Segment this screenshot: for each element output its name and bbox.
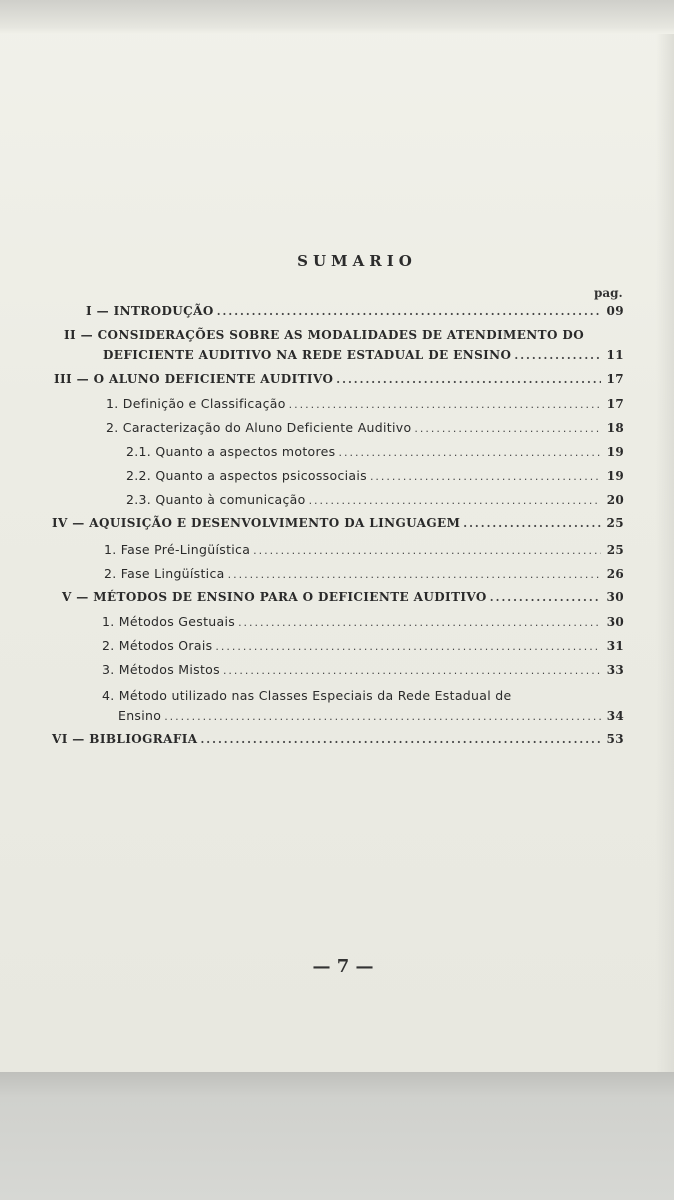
toc-entry-text: 1. Fase Pré-Lingüística	[104, 542, 251, 557]
toc-page-number: 25	[606, 543, 624, 557]
toc-entry-fase-linguistica	[104, 566, 624, 581]
toc-leader-dots	[414, 422, 601, 435]
toc-leader-dots	[309, 494, 601, 507]
toc-leader-dots	[217, 305, 601, 318]
toc-page-number: 19	[606, 469, 624, 483]
toc-entry-metodo-utilizado	[118, 708, 624, 723]
toc-entry-text: 2. Fase Lingüística	[104, 566, 225, 581]
toc-entry-metodos-orais	[102, 638, 624, 653]
toc-entry-aspectos-motores	[126, 444, 624, 459]
toc-page-number: 30	[606, 590, 624, 604]
toc-entry-text: 2. Métodos Orais	[102, 638, 213, 653]
toc-leader-dots	[215, 640, 601, 653]
toc-entry-text: 2.2. Quanto a aspectos psicossociais	[126, 468, 367, 483]
toc-entry-caracterizacao	[106, 420, 624, 435]
toc-page-number: 31	[606, 639, 624, 653]
toc-leader-dots	[463, 517, 601, 530]
toc-entry-metodos-gestuais	[102, 614, 624, 629]
background-surface	[0, 1072, 674, 1200]
toc-entry-introducao	[86, 304, 624, 318]
toc-page-number: 30	[606, 615, 624, 629]
page-number: — 7 —	[312, 956, 374, 977]
toc-leader-dots	[289, 398, 601, 411]
toc-entry-fase-pre-linguistica	[104, 542, 624, 557]
page-top-shadow	[0, 0, 674, 34]
toc-leader-dots	[164, 710, 601, 723]
toc-entry-text: 1. Métodos Gestuais	[102, 614, 236, 629]
toc-entry-text: I — INTRODUÇÃO	[86, 304, 214, 318]
toc-page-number: 11	[606, 348, 624, 362]
toc-entry-aquisicao-linguagem	[52, 516, 624, 530]
toc-entry-text: III — O ALUNO DEFICIENTE AUDITIVO	[54, 372, 334, 386]
toc-entry-aspectos-psicossociais	[126, 468, 624, 483]
toc-page-number: 25	[606, 516, 624, 530]
toc-entry-bibliografia	[52, 732, 624, 746]
toc-entry-text: 1. Definição e Classificação	[106, 396, 286, 411]
page-title: SUMARIO	[297, 252, 417, 270]
toc-page-number: 09	[606, 304, 624, 318]
toc-entry-metodos-mistos	[102, 662, 624, 677]
toc-entry-comunicacao	[126, 492, 624, 507]
toc-entry-consideracoes	[103, 348, 624, 362]
toc-page-number: 26	[606, 567, 624, 581]
toc-leader-dots	[336, 373, 601, 386]
toc-page-number: 17	[606, 397, 624, 411]
page-right-edge	[656, 34, 674, 1072]
toc-entry-definicao	[106, 396, 624, 411]
toc-page-number: 20	[606, 493, 624, 507]
toc-page-number: 34	[606, 709, 624, 723]
toc-entry-text: Ensino	[118, 708, 162, 723]
toc-page-number: 19	[606, 445, 624, 459]
toc-leader-dots	[338, 446, 601, 459]
toc-entry-text: 2.3. Quanto à comunicação	[126, 492, 306, 507]
toc-entry-metodos-ensino	[62, 590, 624, 604]
toc-entry-text: V — MÉTODOS DE ENSINO PARA O DEFICIENTE AUDITIVO	[62, 590, 487, 604]
toc-leader-dots	[370, 470, 601, 483]
toc-leader-dots	[514, 349, 601, 362]
page-column-label: pag.	[594, 286, 623, 300]
toc-entry-consideracoes-line1: II — CONSIDERAÇÕES SOBRE AS MODALIDADES DE ATENDIMENTO DO	[64, 328, 585, 342]
toc-entry-aluno-deficiente	[54, 372, 624, 386]
toc-page-number: 33	[606, 663, 624, 677]
toc-leader-dots	[223, 664, 601, 677]
toc-leader-dots	[228, 568, 601, 581]
toc-entry-text: VI — BIBLIOGRAFIA	[52, 732, 198, 746]
toc-leader-dots	[253, 544, 601, 557]
toc-entry-text: IV — AQUISIÇÃO E DESENVOLVIMENTO DA LINGUAGEM	[52, 516, 461, 530]
toc-page-number: 17	[606, 372, 624, 386]
toc-leader-dots	[490, 591, 601, 604]
toc-page-number: 53	[606, 732, 624, 746]
toc-entry-metodo-utilizado-line1: 4. Método utilizado nas Classes Especiais da Rede Estadual de	[102, 688, 512, 703]
toc-entry-text: 3. Métodos Mistos	[102, 662, 220, 677]
toc-entry-text: 2.1. Quanto a aspectos motores	[126, 444, 336, 459]
toc-entry-text: 2. Caracterização do Aluno Deficiente Auditivo	[106, 420, 412, 435]
toc-leader-dots	[238, 616, 601, 629]
toc-entry-text: DEFICIENTE AUDITIVO NA REDE ESTADUAL DE ENSINO	[103, 348, 512, 362]
toc-page-number: 18	[606, 421, 624, 435]
toc-leader-dots	[200, 733, 601, 746]
